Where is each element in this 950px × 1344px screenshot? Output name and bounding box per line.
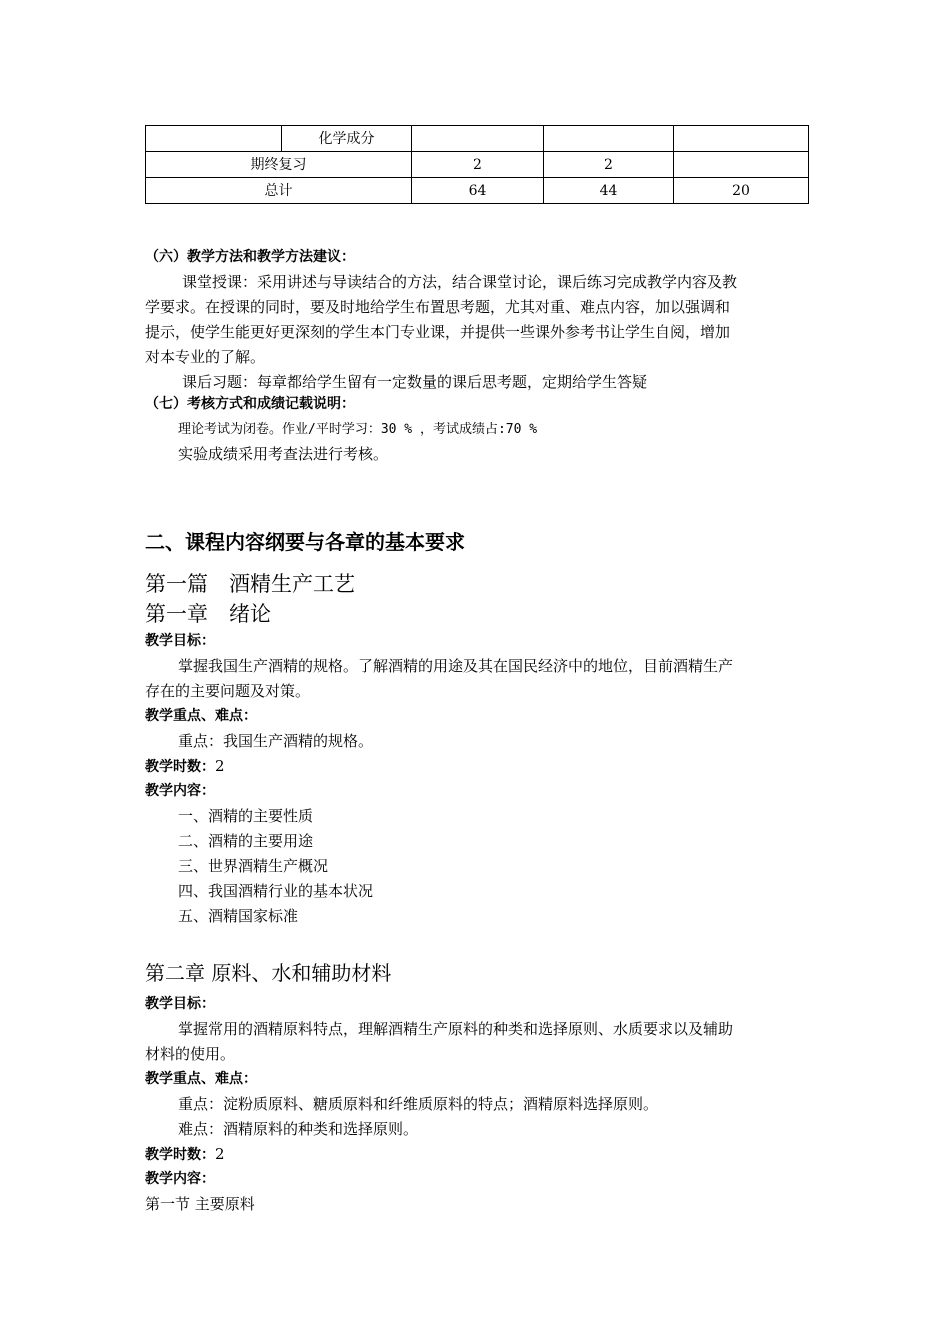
table-cell: 化学成分 (282, 126, 412, 152)
section-heading: （六）教学方法和教学方法建议： (145, 249, 355, 265)
part-heading: 二、课程内容纲要与各章的基本要求 (145, 530, 465, 554)
table-cell: 44 (544, 178, 674, 204)
paragraph-line: 实验成绩采用考查法进行考核。 (178, 445, 389, 463)
list-item: 四、我国酒精行业的基本状况 (178, 882, 374, 900)
label-key: 教学重点、难点： (145, 708, 257, 724)
table-cell (412, 126, 544, 152)
paragraph-line: 重点：我国生产酒精的规格。 (178, 732, 374, 750)
hours-value: 2 (215, 1145, 225, 1163)
paragraph-line: 提示，使学生能更好更深刻的学生本门专业课，并提供一些课外参考书让学生自阅，增加 (145, 323, 731, 341)
label-content: 教学内容： (145, 1171, 215, 1187)
paragraph-line: 课后习题：每章都给学生留有一定数量的课后思考题，定期给学生答疑 (182, 373, 648, 391)
hours-value: 2 (215, 757, 225, 775)
list-item: 一、酒精的主要性质 (178, 807, 314, 825)
paragraph-line: 学要求。在授课的同时，要及时地给学生布置思考题，尤其对重、难点内容，加以强调和 (145, 298, 731, 316)
part-title: 第一篇 酒精生产工艺 (145, 572, 355, 596)
paragraph-line: 理论考试为闭卷。作业/平时学习：30 % ，考试成绩占:70 % (178, 422, 538, 437)
paragraph-line: 难点：酒精原料的种类和选择原则。 (178, 1120, 419, 1138)
section-heading: （七）考核方式和成绩记载说明： (145, 396, 355, 412)
table-cell: 期终复习 (146, 152, 412, 178)
part-two-heading-block (145, 527, 810, 557)
label-key: 教学重点、难点： (145, 1071, 257, 1087)
section-assessment (145, 392, 810, 467)
section-title: 第一节 主要原料 (145, 1195, 255, 1213)
label-hours: 教学时数： (145, 1147, 215, 1163)
hours-line (145, 1142, 810, 1167)
table-cell: 64 (412, 178, 544, 204)
paragraph-line: 存在的主要问题及对策。 (145, 682, 311, 700)
list-item: 二、酒精的主要用途 (178, 832, 314, 850)
label-goal: 教学目标： (145, 633, 215, 649)
label-goal: 教学目标： (145, 996, 215, 1012)
list-item: 五、酒精国家标准 (178, 907, 299, 925)
paragraph-line: 掌握我国生产酒精的规格。了解酒精的用途及其在国民经济中的地位，目前酒精生产 (178, 657, 734, 675)
table-cell (674, 126, 809, 152)
paragraph-line: 材料的使用。 (145, 1045, 236, 1063)
paragraph-line: 课堂授课：采用讲述与导读结合的方法，结合课堂讨论，课后练习完成教学内容及教 (182, 273, 738, 291)
table-cell (146, 126, 282, 152)
schedule-table (145, 125, 809, 204)
hours-line (145, 754, 810, 779)
label-hours: 教学时数： (145, 759, 215, 775)
chapter-one (145, 569, 810, 929)
section-teaching-methods (145, 245, 810, 395)
label-content: 教学内容： (145, 783, 215, 799)
table-cell (674, 152, 809, 178)
paragraph-line: 重点：淀粉质原料、糖质原料和纤维质原料的特点；酒精原料选择原则。 (178, 1095, 659, 1113)
paragraph-line: 掌握常用的酒精原料特点，理解酒精生产原料的种类和选择原则、水质要求以及辅助 (178, 1020, 734, 1038)
table-cell: 20 (674, 178, 809, 204)
table-row (146, 178, 809, 204)
table-row (146, 126, 809, 152)
table-cell: 2 (544, 152, 674, 178)
table-row (146, 152, 809, 178)
table-cell: 总计 (146, 178, 412, 204)
chapter-title: 第二章 原料、水和辅助材料 (145, 961, 392, 985)
table-cell: 2 (412, 152, 544, 178)
chapter-title: 第一章 绪论 (145, 602, 271, 626)
list-item: 三、世界酒精生产概况 (178, 857, 329, 875)
chapter-two (145, 958, 810, 1217)
paragraph-line: 对本专业的了解。 (145, 348, 266, 366)
table-cell (544, 126, 674, 152)
